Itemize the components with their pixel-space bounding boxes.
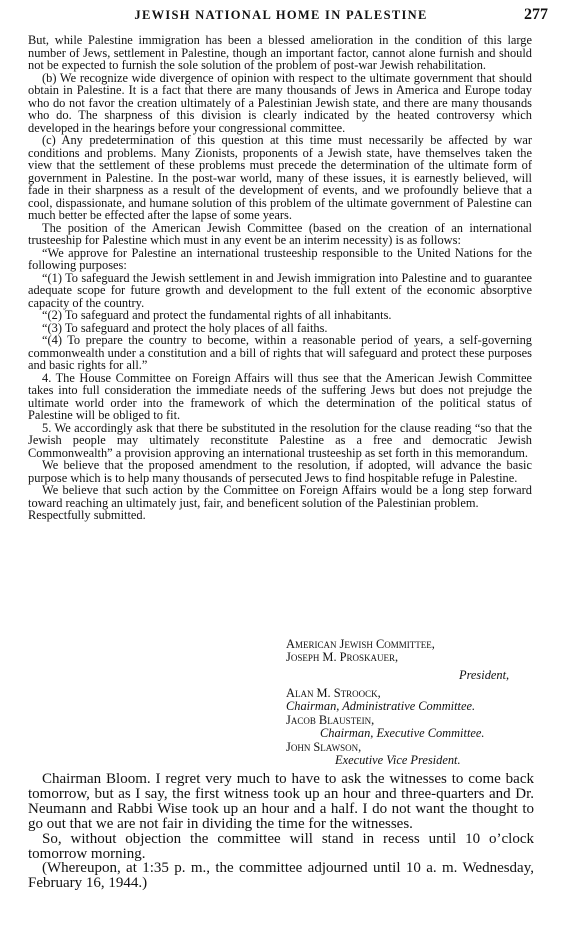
signature-title: President,	[459, 668, 510, 682]
signature-name: John Slawson,	[286, 740, 362, 754]
closing-line: Respectfully submitted.	[28, 508, 146, 522]
running-head: JEWISH NATIONAL HOME IN PALESTINE	[134, 8, 428, 22]
paragraph: (c) Any predetermination of this question at this time must necessarily be affected by war conditions and problems. Many Zionists, proponents of a Jewish state, have themselves taken the view that the settlement of these problems must precede the determination of the ultimate form of government in Palestine. In the post-war world, many of these issues, it is earnestly believed, will fade in their sharpness as a result of the development of events, and we profoundly believe that a cool, dispassionate, and humane solution of this problem of the ultimate government of Palestine can much better be effected after the lapse of some years.	[28, 133, 532, 222]
signature-organization: American Jewish Committee,	[286, 637, 435, 651]
signature-title: Executive Vice President.	[335, 753, 461, 767]
signature-name: Alan M. Stroock,	[286, 686, 381, 700]
paragraph: 5. We accordingly ask that there be substituted in the resolution for the clause reading “so that the Jewish people may ultimately reconstitute Palestine as a free and democratic Jewish Commonwealth” a provision approving an international trusteeship as set forth in this memorandum.	[28, 420, 532, 460]
quoted-paragraph: “We approve for Palestine an international trusteeship responsible to the United Nations for the following purposes:	[28, 245, 532, 272]
adjournment-note: (Whereupon, at 1:35 p. m., the committee adjourned until 10 a. m. Wednesday, February 16, 1944.)	[28, 860, 534, 892]
paragraph: 4. The House Committee on Foreign Affairs will thus see that the American Jewish Committee takes into full consideration the immediate needs of the suffering Jews but does not prejudge the ultimate world order into the framework of which the determination of the political status of Palestine will be obliged to fit.	[28, 370, 532, 422]
signature-name: Joseph M. Proskauer,	[286, 650, 399, 664]
paragraph: We believe that such action by the Committee on Foreign Affairs would be a long step forward toward reaching an ultimately just, fair, and beneficent solution of the Palestinian problem.	[28, 483, 532, 510]
paragraph: So, without objection the committee will stand in recess until 10 o’clock tomorrow morning.	[28, 830, 534, 862]
paragraph: The position of the American Jewish Committee (based on the creation of an international trusteeship for Palestine which must in any event be an interim necessity) is as follows:	[28, 220, 532, 247]
quoted-paragraph: “(4) To prepare the country to become, within a reasonable period of years, a self-governing commonwealth under a constitution and a bill of rights that will safeguard and protect these purposes and basic rights for all.”	[28, 333, 532, 372]
signature-title: Chairman, Administrative Committee.	[286, 699, 476, 713]
quoted-paragraph: “(3) To safeguard and protect the holy places of all faiths.	[42, 320, 328, 335]
speaker-paragraph: Chairman Bloom. I regret very much to have to ask the witnesses to come back tomorrow, but as I say, the first witness took up an hour and three-quarters and Dr. Neumann and Rabbi Wise took up an hour and a half. I do not want the thought to go out that we are not fair in dividing the time for the witnesses.	[28, 771, 534, 832]
signature-title: Chairman, Executive Committee.	[320, 726, 485, 740]
signature-name: Jacob Blaustein,	[286, 713, 375, 727]
paragraph: But, while Palestine immigration has been a blessed amelioration in the condition of this large number of Jews, settlement in Palestine, though an important factor, cannot alone furnish and should not be expected to furnish the sole solution of the problem of post-war Jewish rehabilitation.	[28, 33, 532, 72]
paragraph: (b) We recognize wide divergence of opinion with respect to the ultimate government that should obtain in Palestine. It is a fact that there are many thousands of Jews in America and Europe today who do not favor the creation ultimately of a Palestinian Jewish state, and there are many thousands who do. The sharpness of this division is clearly indicated by the heated controversy which developed in the hearings before your congressional committee.	[28, 70, 532, 135]
quoted-paragraph: “(1) To safeguard the Jewish settlement in and Jewish immigration into Palestine and to guarantee adequate scope for future growth and development to the full extent of the economic absorptive capacity of the country.	[28, 270, 532, 310]
paragraph: We believe that the proposed amendment to the resolution, if adopted, will advance the basic purpose which is to help many thousands of persecuted Jews to find hospitable refuge in Palestine.	[28, 458, 532, 485]
memorandum-body	[28, 34, 532, 522]
hearing-transcript	[28, 772, 534, 891]
quoted-paragraph: “(2) To safeguard and protect the fundamental rights of all inhabitants.	[42, 308, 392, 322]
page-number: 277	[524, 6, 548, 23]
page-header	[0, 6, 562, 26]
